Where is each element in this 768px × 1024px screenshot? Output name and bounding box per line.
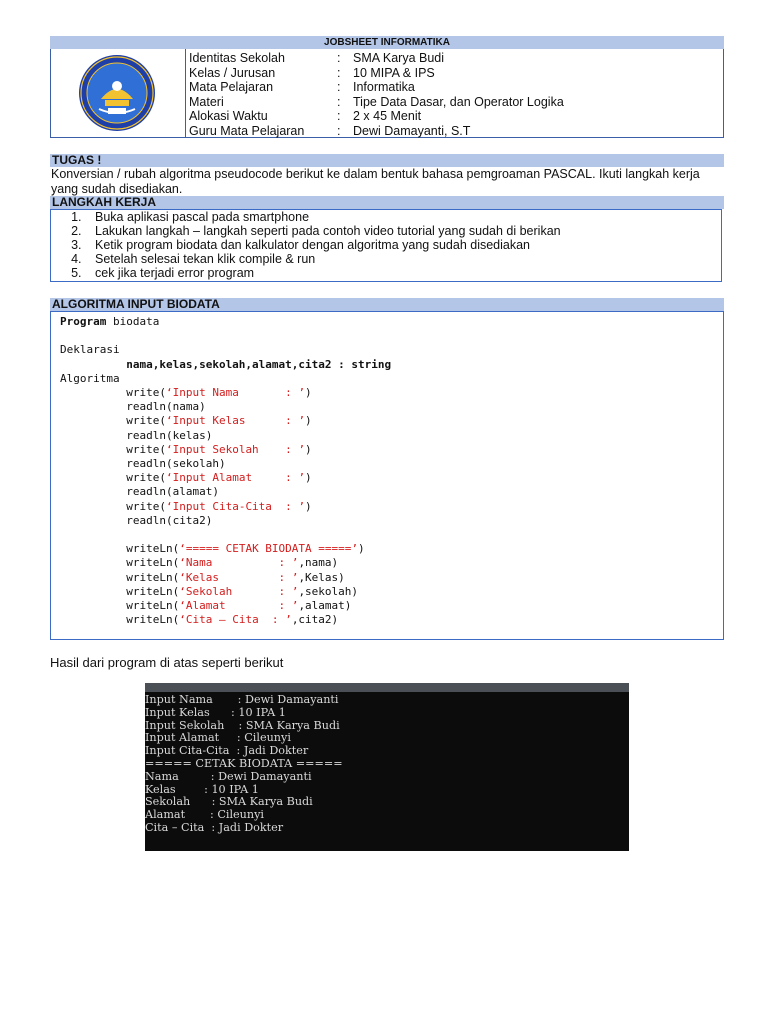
step-item: 5. cek jika terjadi error program bbox=[85, 266, 721, 280]
header-value: 10 MIPA & IPS bbox=[353, 65, 435, 80]
school-emblem-icon bbox=[77, 53, 157, 133]
tugas-heading: TUGAS ! bbox=[50, 154, 724, 167]
console-line: Input Kelas : 10 IPA 1 bbox=[145, 705, 286, 719]
code-line: writeLn(‘Sekolah : ’,sekolah) bbox=[60, 584, 359, 598]
step-item: 1. Buka aplikasi pascal pada smartphone bbox=[85, 210, 721, 224]
code-line: readln(sekolah) bbox=[60, 457, 226, 471]
console-line: Input Alamat : Cileunyi bbox=[145, 731, 291, 745]
header-row bbox=[189, 124, 564, 139]
header-colon: : bbox=[337, 65, 341, 80]
header-value: Dewi Damayanti, S.T bbox=[353, 123, 471, 138]
header-row bbox=[189, 109, 564, 124]
code-line: write(‘Input Alamat : ’) bbox=[60, 471, 312, 485]
code-line bbox=[60, 528, 391, 542]
step-item: 4. Setelah selesai tekan klik compile & run bbox=[85, 252, 721, 266]
header-row bbox=[189, 80, 564, 95]
header-row bbox=[189, 95, 564, 110]
console-output bbox=[145, 683, 629, 851]
console-line: Input Sekolah : SMA Karya Budi bbox=[145, 718, 340, 732]
code-line: writeLn(‘Nama : ’,nama) bbox=[60, 556, 339, 570]
header-colon: : bbox=[337, 51, 341, 65]
header-colon: : bbox=[337, 109, 341, 124]
code-line: Program biodata bbox=[60, 315, 160, 328]
code-line: Algoritma bbox=[60, 371, 120, 385]
code-line: write(‘Input Sekolah : ’) bbox=[60, 442, 312, 456]
console-text bbox=[145, 692, 629, 835]
step-item: 3. Ketik program biodata dan kalkulator dengan algoritma yang sudah disediakan bbox=[85, 238, 721, 252]
console-line: Alamat : Cileunyi bbox=[145, 808, 264, 822]
console-line: Kelas : 10 IPA 1 bbox=[145, 782, 259, 796]
code-line: readln(alamat) bbox=[60, 485, 219, 499]
code-line: writeLn(‘Cita – Cita : ’,cita2) bbox=[60, 613, 339, 627]
school-identity-list bbox=[189, 51, 564, 139]
header-info-table bbox=[50, 49, 724, 138]
code-line: readln(cita2) bbox=[60, 513, 213, 527]
code-line: writeLn(‘===== CETAK BIODATA =====’) bbox=[60, 542, 365, 556]
code-line: Deklarasi bbox=[60, 343, 120, 357]
console-line: ===== CETAK BIODATA ===== bbox=[145, 756, 343, 770]
jobsheet-title: JOBSHEET INFORMATIKA bbox=[50, 36, 724, 49]
hasil-caption: Hasil dari program di atas seperti berikut bbox=[50, 655, 284, 670]
code-line: writeLn(‘Alamat : ’,alamat) bbox=[60, 599, 352, 613]
steps-list bbox=[51, 210, 721, 280]
code-line: write(‘Input Kelas : ’) bbox=[60, 414, 312, 428]
header-key: Materi bbox=[189, 94, 224, 109]
header-colon: : bbox=[337, 80, 341, 95]
header-key: Alokasi Waktu bbox=[189, 109, 268, 124]
console-line: Input Nama : Dewi Damayanti bbox=[145, 693, 339, 706]
code-line: writeLn(‘Kelas : ’,Kelas) bbox=[60, 570, 345, 584]
header-key: Mata Pelajaran bbox=[189, 80, 274, 95]
console-line: Nama : Dewi Damayanti bbox=[145, 769, 312, 783]
steps-box bbox=[50, 209, 722, 282]
header-row bbox=[189, 66, 564, 81]
console-line: Input Cita-Cita : Jadi Dokter bbox=[145, 744, 309, 758]
logo-cell bbox=[51, 49, 186, 137]
code-line: write(‘Input Nama : ’) bbox=[60, 386, 312, 400]
pseudocode-listing bbox=[60, 315, 391, 627]
code-line: nama,kelas,sekolah,alamat,cita2 : string bbox=[60, 357, 392, 371]
console-line: Cita – Cita : Jadi Dokter bbox=[145, 820, 284, 834]
tugas-instructions: Konversian / rubah algoritma pseudocode berikut ke dalam bentuk bahasa pemgroaman PASCAL. Ikuti langkah kerja yang sudah disediakan. bbox=[51, 167, 700, 196]
code-line bbox=[60, 329, 391, 343]
code-line: readln(kelas) bbox=[60, 428, 213, 442]
header-value: SMA Karya Budi bbox=[353, 51, 445, 65]
console-line: Sekolah : SMA Karya Budi bbox=[145, 795, 313, 809]
header-value: 2 x 45 Menit bbox=[353, 109, 422, 124]
header-colon: : bbox=[337, 94, 341, 109]
header-key: Guru Mata Pelajaran bbox=[189, 123, 305, 138]
langkah-heading: LANGKAH KERJA bbox=[50, 196, 724, 209]
header-key: Kelas / Jurusan bbox=[189, 65, 276, 80]
code-line: readln(nama) bbox=[60, 400, 206, 414]
header-row bbox=[189, 51, 564, 66]
header-value: Informatika bbox=[353, 80, 415, 95]
header-key: Identitas Sekolah bbox=[189, 51, 285, 65]
header-colon: : bbox=[337, 123, 341, 138]
header-value: Tipe Data Dasar, dan Operator Logika bbox=[353, 94, 564, 109]
code-box bbox=[50, 311, 724, 640]
code-line: write(‘Input Cita-Cita : ’) bbox=[60, 499, 312, 513]
step-item: 2. Lakukan langkah – langkah seperti pada contoh video tutorial yang sudah di berikan bbox=[85, 224, 721, 238]
algoritma-heading: ALGORITMA INPUT BIODATA bbox=[50, 298, 724, 311]
